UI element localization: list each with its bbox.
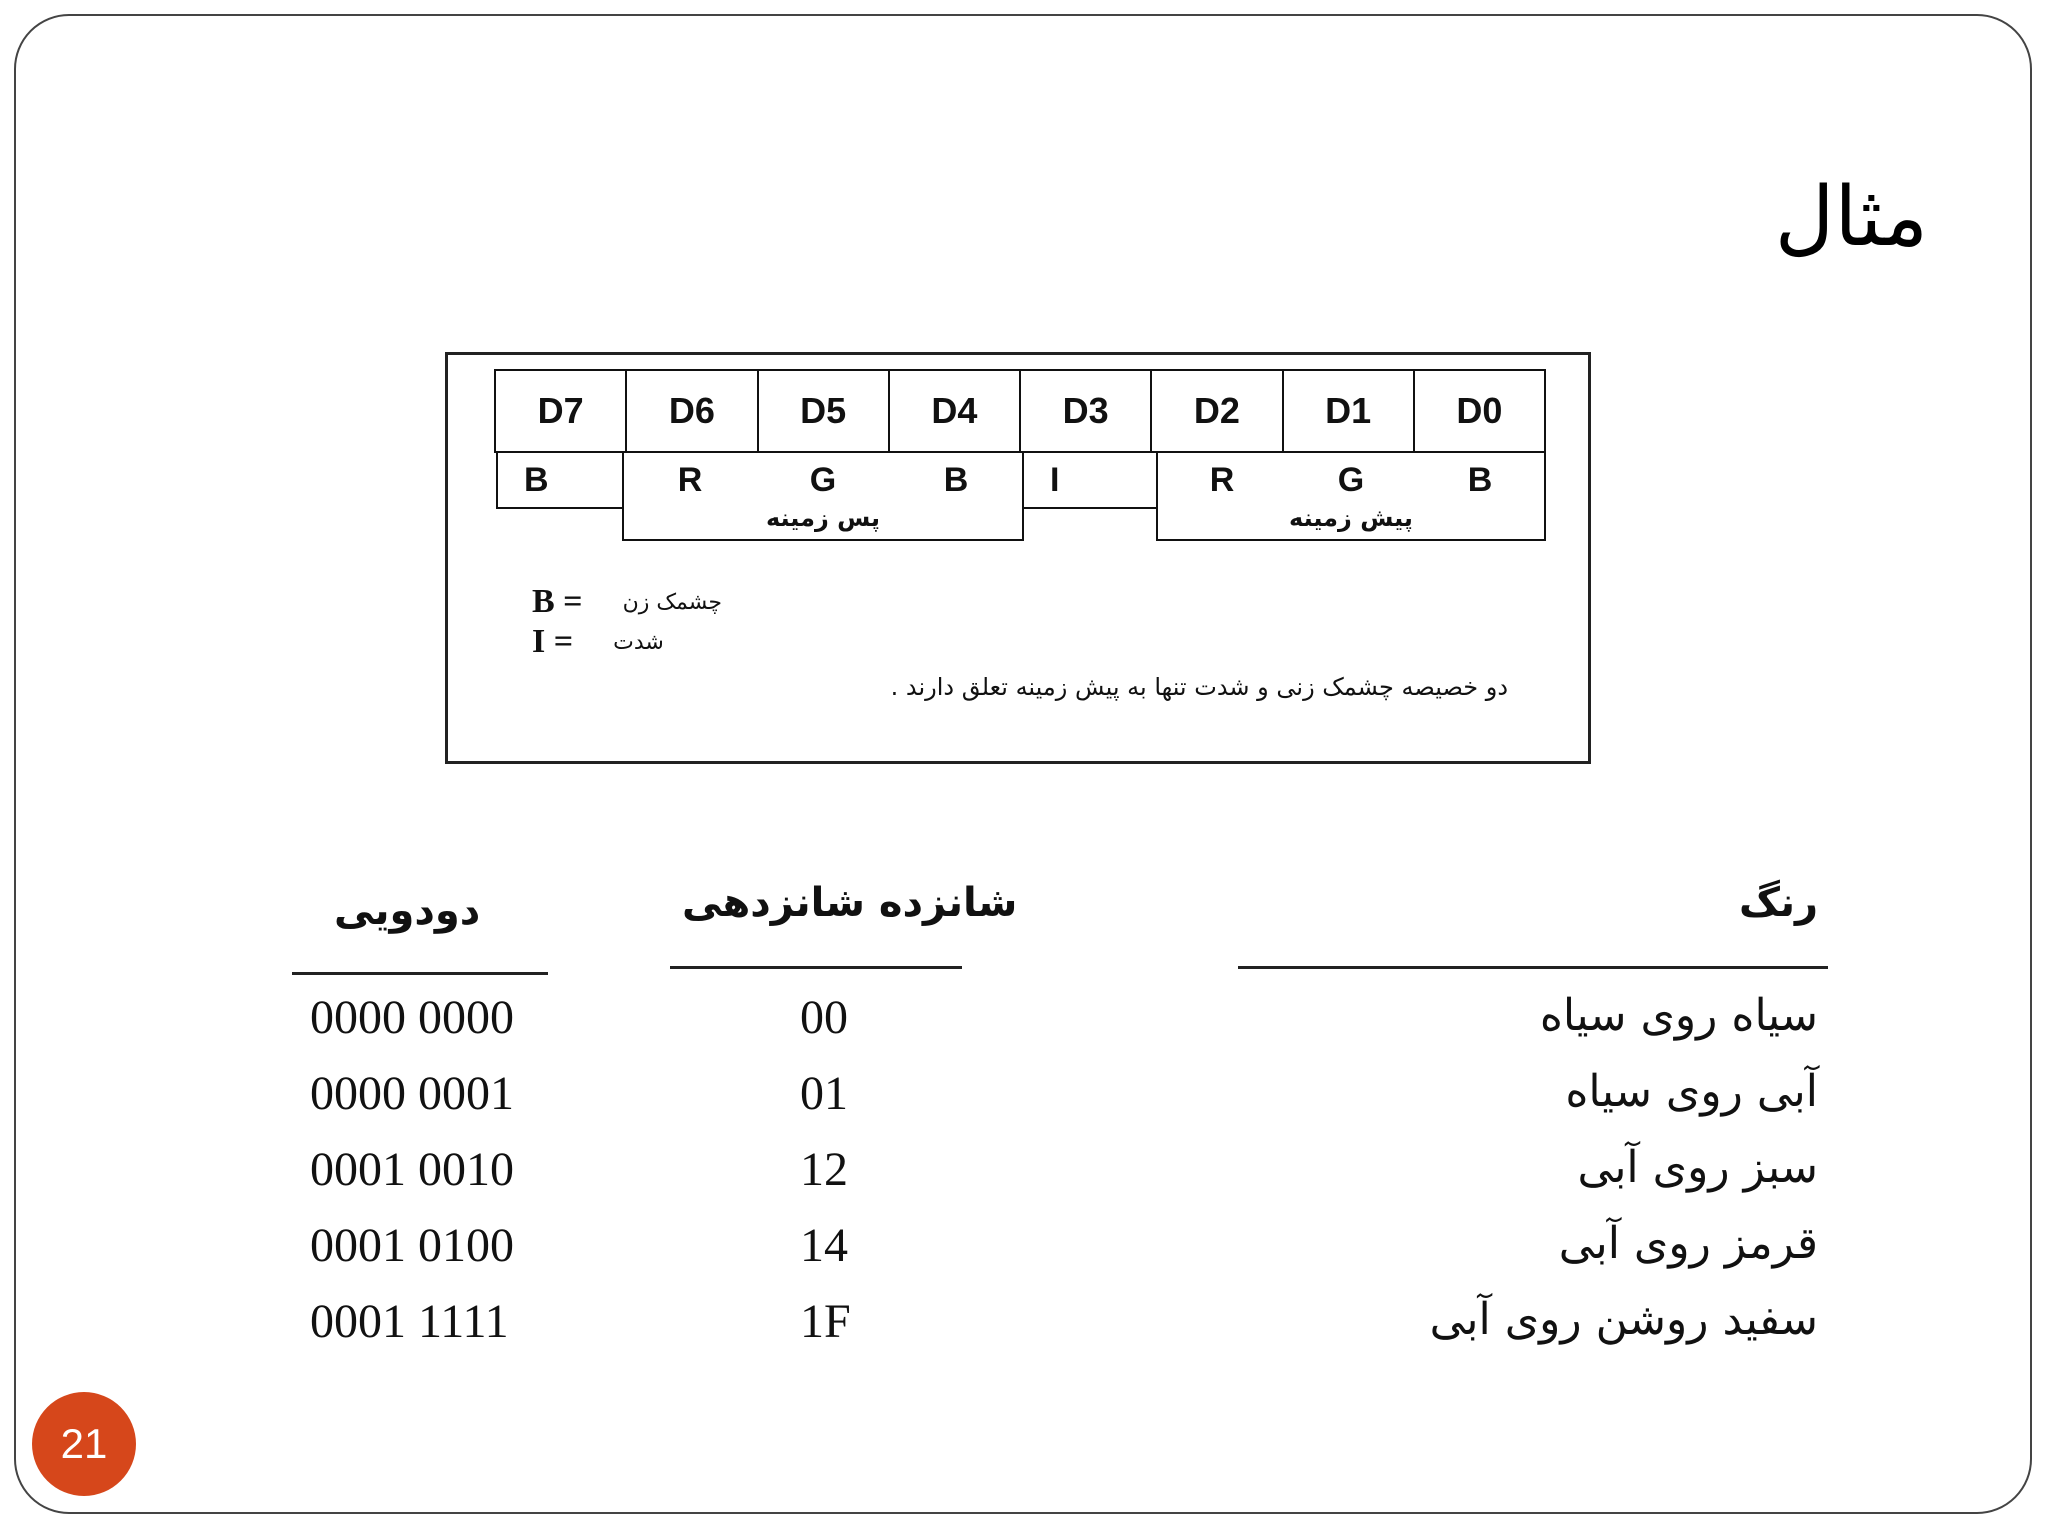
fg-blue-letter: B (1467, 461, 1493, 499)
bg-red-letter: R (677, 461, 703, 499)
row-3-hex: 12 (800, 1143, 848, 1196)
legend-blink-value: چشمک زن (622, 589, 722, 615)
page-number-badge: 21 (32, 1392, 136, 1496)
bit-cell-d3: D3 (1019, 369, 1152, 453)
row-3-binary: 0001 0010 (310, 1143, 514, 1196)
figure-note: دو خصیصه چشمک زنی و شدت تنها به پیش زمینه تعلق دارند . (890, 673, 1508, 701)
background-caption: پس زمینه (765, 504, 881, 532)
header-binary: دودویی (334, 888, 481, 934)
row-4-color: قرمز روی آبی (1558, 1218, 1818, 1269)
row-1-hex: 00 (800, 991, 848, 1044)
hex-column-rule (670, 966, 962, 969)
legend-intensity-value: شدت (613, 629, 664, 655)
row-1-binary: 0000 0000 (310, 991, 514, 1044)
legend-intensity (532, 623, 664, 661)
intensity-attribute (1022, 451, 1158, 509)
header-hex: شانزده شانزدهی (682, 880, 1018, 926)
row-4-hex: 14 (800, 1219, 848, 1272)
legend-intensity-key: I = (532, 623, 574, 660)
row-4-binary: 0001 0100 (310, 1219, 514, 1272)
bit-cell-d7: D7 (494, 369, 627, 453)
bit-cell-d0: D0 (1413, 369, 1546, 453)
attribute-byte-figure (445, 352, 1591, 764)
row-3-color: سبز روی آبی (1577, 1142, 1818, 1193)
binary-column-rule (292, 972, 548, 975)
slide-frame (14, 14, 2032, 1514)
bit-cell-d6: D6 (625, 369, 758, 453)
bit-cell-d2: D2 (1150, 369, 1283, 453)
bit-cell-d5: D5 (757, 369, 890, 453)
row-5-binary: 0001 1111 (310, 1295, 509, 1348)
blink-letter: B (524, 461, 549, 499)
row-5-color: سفید روشن روی آبی (1429, 1294, 1818, 1345)
bg-blue-letter: B (943, 461, 969, 499)
bit-cell-d1: D1 (1282, 369, 1415, 453)
legend-blink (532, 583, 722, 621)
row-2-hex: 01 (800, 1067, 848, 1120)
slide-title: مثال (1774, 170, 1928, 265)
fg-green-letter: G (1337, 461, 1365, 499)
fg-red-letter: R (1209, 461, 1235, 499)
blink-attribute (496, 451, 624, 509)
color-column-rule (1238, 966, 1828, 969)
row-1-color: سیاه روی سیاه (1539, 990, 1818, 1041)
row-5-hex: 1F (800, 1295, 851, 1348)
header-color: رنگ (1738, 880, 1818, 926)
bit-cell-d4: D4 (888, 369, 1021, 453)
intensity-letter: I (1050, 461, 1060, 499)
bg-green-letter: G (809, 461, 837, 499)
background-attribute (622, 451, 1024, 541)
foreground-caption: پیش زمینه (1289, 504, 1413, 532)
row-2-binary: 0000 0001 (310, 1067, 514, 1120)
legend-blink-key: B = (532, 583, 583, 620)
foreground-attribute (1156, 451, 1546, 541)
row-2-color: آبی روی سیاه (1565, 1066, 1818, 1117)
bit-row (496, 369, 1546, 453)
